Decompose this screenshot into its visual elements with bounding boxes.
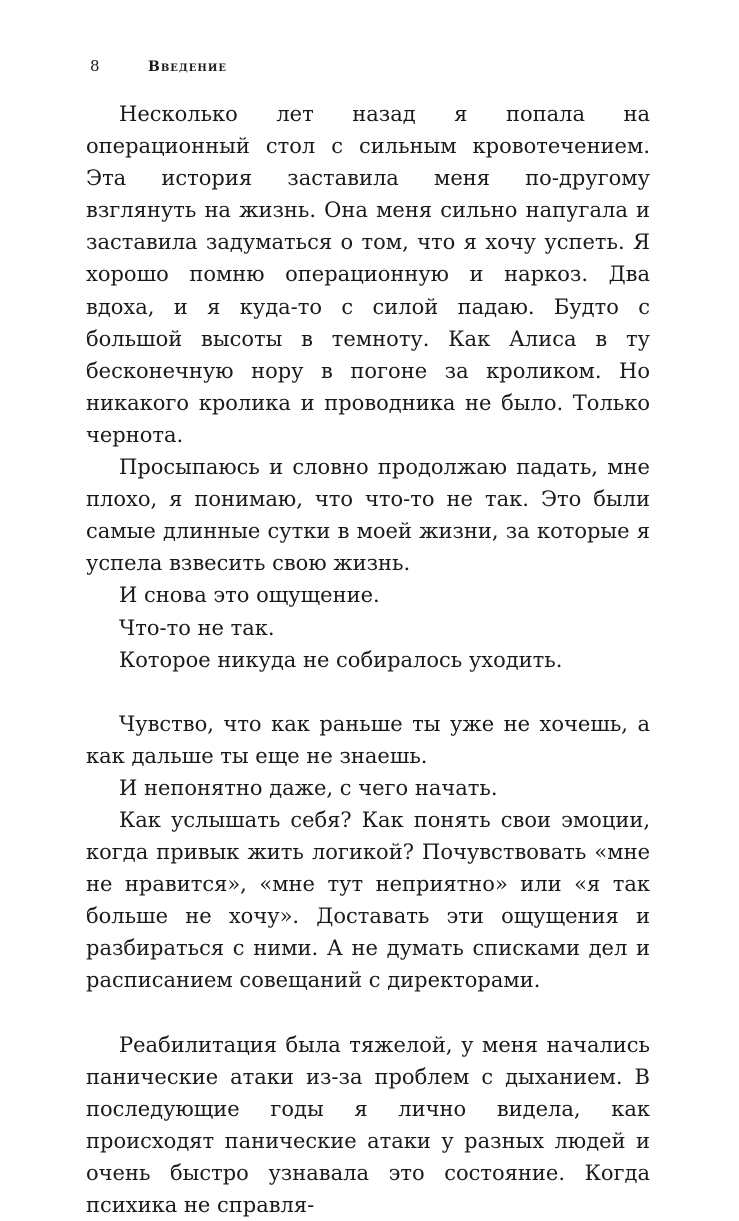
- paragraph: И непонятно даже, с чего начать.: [119, 775, 498, 800]
- body-text: [86, 98, 650, 1221]
- paragraph: Как услышать себя? Как понять свои эмоции, когда привык жить логикой? Почувствовать «мне не нравится», «мне тут неприятно» или «я так больше не хочу». Доставать эти ощущения и разбираться с ними. А не думать списками дел и расписанием совещаний с директорами.: [86, 807, 650, 993]
- paragraph: Которое никуда не собиралось уходить.: [119, 647, 563, 672]
- paragraph: И снова это ощущение.: [119, 583, 380, 608]
- paragraph: Несколько лет назад я попала на операционный стол с сильным кровотечением. Эта история заставила меня по-другому взглянуть на жизнь. Она меня сильно напугала и заставила задуматься о том, что я хочу успеть. Я хорошо помню операционную и наркоз. Два вдоха, и я куда-то с силой падаю. Будто с большой высоты в темноту. Как Алиса в ту бесконечную нору в погоне за кроликом. Но никакого кролика и проводника не было. Только чернота.: [86, 102, 650, 447]
- paragraph: Просыпаюсь и словно продолжаю падать, мне плохо, я понимаю, что что-то не так. Это были самые длинные сутки в моей жизни, за которые я успела взвесить свою жизнь.: [86, 455, 650, 576]
- paragraph: Что-то не так.: [119, 615, 275, 640]
- paragraph: Реабилитация была тяжелой, у меня начались панические атаки из-за проблем с дыханием. В последующие годы я лично видела, как происходят панические атаки у разных людей и очень быстро узнавала это состояние. Когда психика не справля-: [86, 1032, 650, 1217]
- page-number: 8: [90, 57, 100, 75]
- running-head: [90, 56, 227, 77]
- paragraph: Чувство, что как раньше ты уже не хочешь, а как дальше ты еще не знаешь.: [86, 711, 650, 768]
- section-title: Введение: [148, 59, 227, 75]
